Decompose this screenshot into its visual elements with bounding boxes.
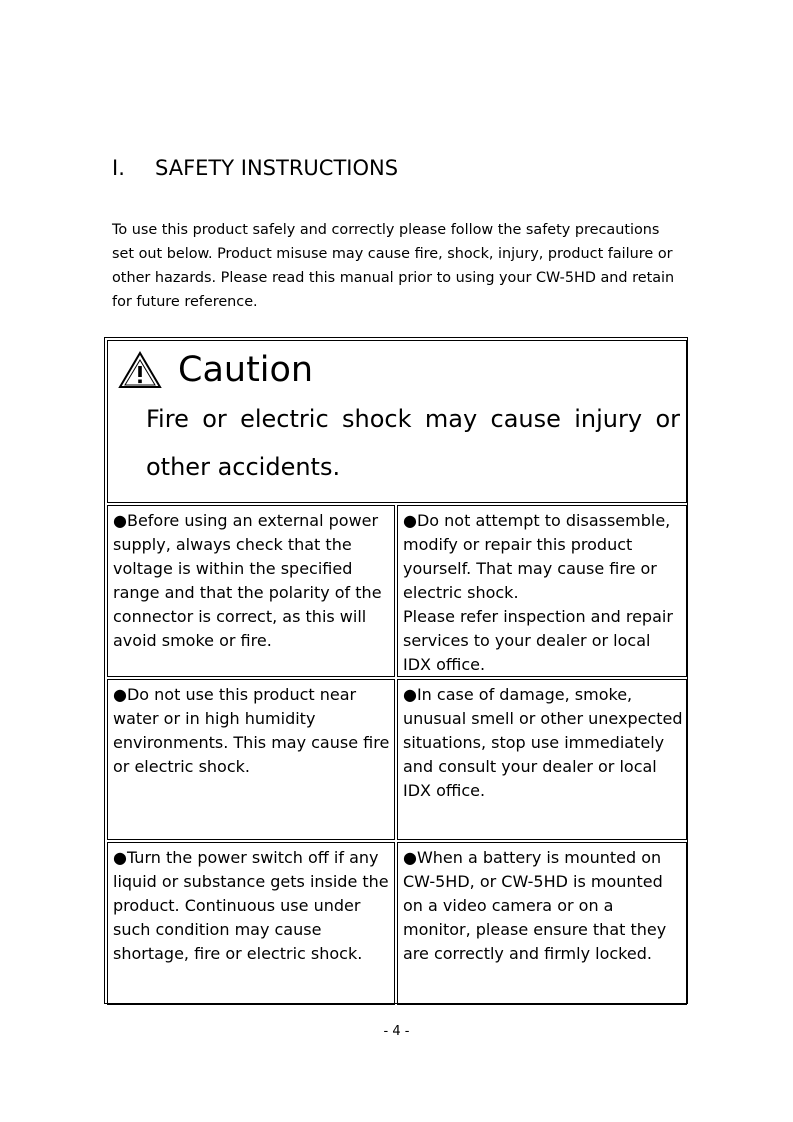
caution-item-text: Please refer inspection and repair services to your dealer or local IDX office. <box>403 607 673 674</box>
caution-subtitle: Fire or electric shock may cause injury or other accidents. <box>146 405 680 481</box>
warning-triangle-icon <box>118 350 162 390</box>
caution-item <box>107 842 395 1005</box>
caution-item <box>397 505 687 677</box>
caution-item <box>107 505 395 677</box>
section-heading <box>112 156 398 180</box>
caution-table <box>104 337 688 1004</box>
caution-item <box>397 679 687 840</box>
caution-item-text: ●In case of damage, smoke, unusual smell or other unexpected situations, stop use immediately and consult your dealer or local IDX office. <box>403 685 683 800</box>
caution-header <box>107 340 687 503</box>
caution-title: Caution <box>178 350 314 390</box>
section-title: SAFETY INSTRUCTIONS <box>155 156 399 180</box>
caution-item <box>397 842 687 1005</box>
caution-item-text: ●Turn the power switch off if any liquid or substance gets inside the product. Continuous use under such condition may cause shortage, fire or electric shock. <box>113 848 389 963</box>
page-number: - 4 - <box>383 1024 410 1039</box>
intro-paragraph: To use this product safely and correctly please follow the safety precautions set out below. Product misuse may cause fire, shock, injury, product failure or other hazards. Please read this manual prior to using your CW-5HD and retain for future reference. <box>112 222 675 310</box>
caution-item-text: ●Do not use this product near water or in high humidity environments. This may cause fire or electric shock. <box>113 685 390 776</box>
section-number: I. <box>112 156 125 180</box>
caution-item-text: ●When a battery is mounted on CW-5HD, or CW-5HD is mounted on a video camera or on a monitor, please ensure that they are correctly and firmly locked. <box>403 848 667 963</box>
caution-item-text: ●Do not attempt to disassemble, modify or repair this product yourself. That may cause fire or electric shock. <box>403 511 671 602</box>
caution-item-text: ●Before using an external power supply, always check that the voltage is within the specified range and that the polarity of the connector is correct, as this will avoid smoke or fire. <box>113 511 382 650</box>
caution-item <box>107 679 395 840</box>
